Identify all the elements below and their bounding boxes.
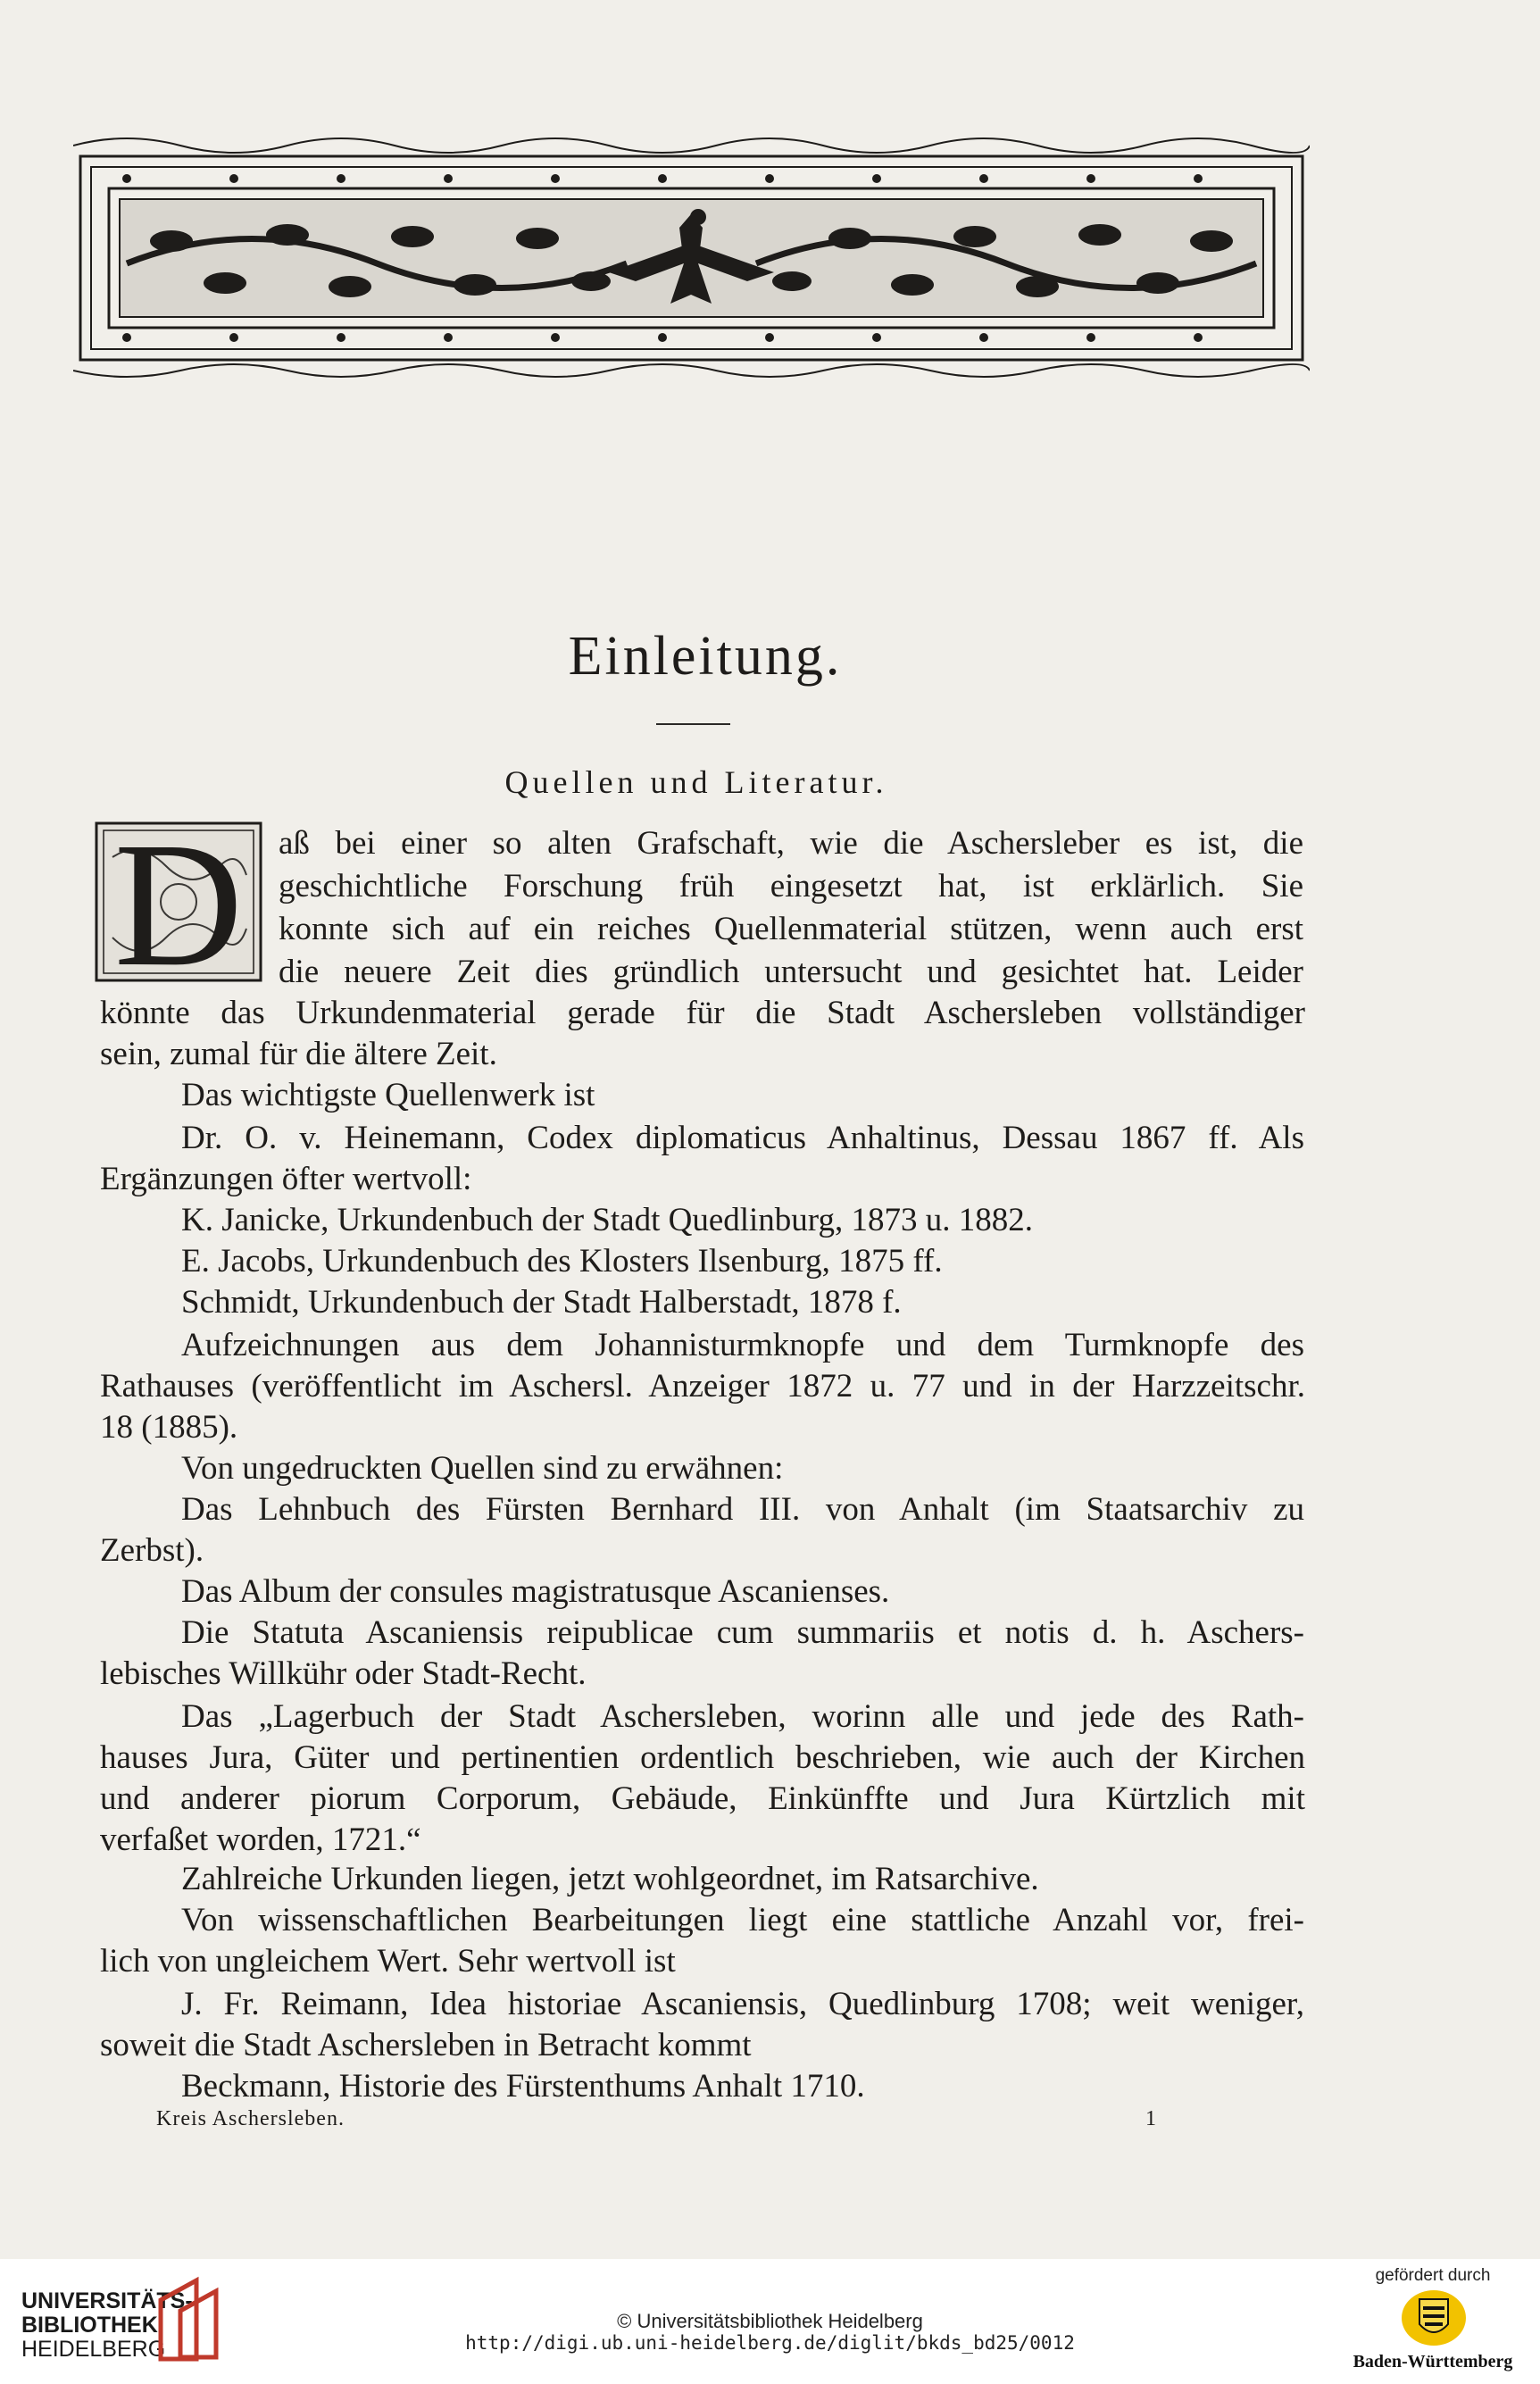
text-line: Von ungedruckten Quellen sind zu erwähnen: [181,1450,784,1487]
text-line: die neuere Zeit dies gründlich untersucht und gesichtet hat. Leider [279,954,1303,990]
copyright-text: © Universitätsbibliothek Heidelberg [617,2310,923,2332]
text-line: lich von ungleichem Wert. Sehr wertvoll ist [100,1943,676,1980]
section-heading: Quellen und Literatur. [504,764,888,800]
funded-by-label: gefördert durch [1375,2266,1491,2285]
text-line: Von wissenschaftlichen Bearbeitungen liegt eine stattliche Anzahl vor, frei- [181,1902,1304,1938]
text-line: Beckmann, Historie des Fürstenthums Anhalt 1710. [181,2068,865,2105]
library-name-line2: BIBLIOTHEK [21,2313,158,2338]
text-line: Dr. O. v. Heinemann, Codex diplomaticus Anhaltinus, Dessau 1867 ff. Als [181,1120,1304,1156]
copyright-block [0,2311,1540,2354]
text-line: hauses Jura, Güter und pertinentien ordentlich beschrieben, wie auch der Kirchen [100,1739,1305,1776]
text-line: Aufzeichnungen aus dem Johannisturmknopfe und dem Turmknopfe des [181,1327,1304,1363]
text-line: Zahlreiche Urkunden liegen, jetzt wohlgeordnet, im Ratsarchive. [181,1861,1039,1897]
text-line: E. Jacobs, Urkundenbuch des Klosters Ilsenburg, 1875 ff. [181,1243,943,1280]
text-line: K. Janicke, Urkundenbuch der Stadt Quedlinburg, 1873 u. 1882. [181,1202,1033,1238]
page-number: 1 [1145,2107,1157,2130]
text-line: 18 (1885). [100,1409,238,1446]
text-line: Das Album der consules magistratusque Ascanienses. [181,1573,890,1610]
text-line: Zerbst). [100,1532,204,1569]
text-line: soweit die Stadt Aschersleben in Betracht kommt [100,2027,752,2063]
page-signature: Kreis Aschersleben. [156,2107,345,2130]
text-line: Das „Lagerbuch der Stadt Aschersleben, worinn alle und jede des Rath- [181,1698,1304,1735]
library-name-line3: HEIDELBERG [21,2337,166,2362]
library-name-line1: UNIVERSITÄTS- [21,2288,193,2313]
text-line: Die Statuta Ascaniensis reipublicae cum summariis et notis d. h. Aschers- [181,1614,1304,1651]
funder-name: Baden-Württemberg [1353,2352,1513,2371]
text-line: konnte sich auf ein reiches Quellenmaterial stützen, wenn auch erst [279,911,1303,947]
text-line: und anderer piorum Corporum, Gebäude, Einkünffte und Jura Kürtzlich mit [100,1780,1305,1817]
text-line: lebisches Willkühr oder Stadt-Recht. [100,1655,587,1692]
ornamental-headpiece [73,129,1310,384]
text-line: Ergänzungen öfter wertvoll: [100,1161,472,1197]
text-line: verfaßet worden, 1721.“ [100,1821,421,1858]
text-line: Schmidt, Urkundenbuch der Stadt Halberstadt, 1878 f. [181,1284,902,1321]
coat-of-arms-icon [1400,2288,1468,2347]
svg-text:D: D [113,821,244,982]
text-line: Das wichtigste Quellenwerk ist [181,1077,595,1113]
text-line: könnte das Urkundenmaterial gerade für die Stadt Aschersleben vollständiger [100,995,1305,1031]
text-line: geschichtliche Forschung früh eingesetzt hat, ist erklärlich. Sie [279,868,1303,904]
permalink[interactable]: http://digi.ub.uni-heidelberg.de/diglit/bkds_bd25/0012 [465,2332,1075,2354]
text-line: J. Fr. Reimann, Idea historiae Ascaniensis, Quedlinburg 1708; weit weniger, [181,1986,1304,2022]
text-line: aß bei einer so alten Grafschaft, wie die Aschersleber es ist, die [279,825,1303,862]
text-line: Rathauses (veröffentlicht im Aschersl. Anzeiger 1872 u. 77 und in der Harzzeitschr. [100,1368,1305,1405]
text-line: sein, zumal für die ältere Zeit. [100,1036,497,1072]
page-title: Einleitung. [568,626,843,687]
decorated-initial [95,821,262,982]
title-rule [656,723,730,725]
text-line: Das Lehnbuch des Fürsten Bernhard III. von Anhalt (im Staatsarchiv zu [181,1491,1304,1528]
